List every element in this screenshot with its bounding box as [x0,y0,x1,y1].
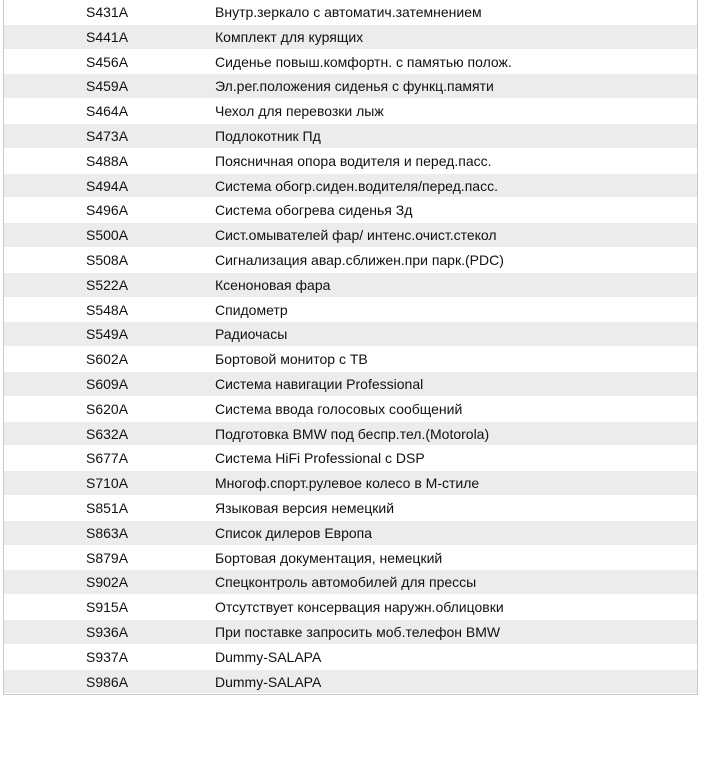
option-code: S522A [86,276,129,293]
table-row [4,471,697,496]
option-code: S549A [86,326,129,343]
option-description: Бортовая документация, немецкий [215,549,443,566]
table-row [4,397,697,422]
option-description: Сист.омывателей фар/ интенс.очист.стекол [215,227,497,244]
table-row [4,570,697,595]
table-row [4,273,697,298]
option-code: S488A [86,152,129,169]
option-description: Поясничная опора водителя и перед.пасс. [215,152,492,169]
table-row [4,496,697,521]
option-code: S464A [86,103,129,120]
table-row [4,99,697,124]
table-row [4,322,697,347]
table-row [4,645,697,670]
option-code: S459A [86,78,129,95]
option-description: Ксеноновая фара [215,276,331,293]
table-row [4,149,697,174]
option-code: S851A [86,499,129,516]
option-code: S915A [86,599,129,616]
option-code: S473A [86,127,129,144]
option-description: Отсутствует консервация наружн.облицовки [215,599,504,616]
option-code: S496A [86,202,129,219]
table-row [4,25,697,50]
table-row [4,223,697,248]
option-description: При поставке запросить моб.телефон BMW [215,623,501,640]
option-code: S602A [86,351,129,368]
option-description: Система обогрева сиденья Зд [215,202,413,219]
option-description: Dummy-SALAPA [215,648,322,665]
table-row [4,595,697,620]
option-description: Подготовка BMW под беспр.тел.(Motorola) [215,425,490,442]
option-description: Система навигации Professional [215,375,424,392]
option-description: Эл.рег.положения сиденья с функц.памяти [215,78,494,95]
option-description: Dummy-SALAPA [215,673,322,690]
option-code: S879A [86,549,129,566]
table-row [4,50,697,75]
option-code: S632A [86,425,129,442]
option-description: Многоф.спорт.рулевое колесо в М-стиле [215,475,480,492]
option-code: S937A [86,648,129,665]
table-row [4,0,697,25]
table-row [4,198,697,223]
option-description: Бортовой монитор с ТВ [215,351,368,368]
option-code: S500A [86,227,129,244]
option-description: Радиочасы [215,326,288,343]
option-code: S986A [86,673,129,690]
option-code: S456A [86,53,129,70]
option-description: Спидометр [215,301,288,318]
option-code: S936A [86,623,129,640]
option-description: Сигнализация авар.сближен.при парк.(PDC) [215,251,504,268]
option-description: Система ввода голосовых сообщений [215,400,463,417]
table-row [4,446,697,471]
option-description: Внутр.зеркало с автоматич.затемнением [215,4,482,20]
option-description: Система HiFi Professional с DSP [215,450,425,467]
option-code: S441A [86,28,129,45]
table-row [4,372,697,397]
table-row [4,422,697,447]
table-row [4,546,697,571]
option-description: Комплект для курящих [215,28,364,45]
option-code: S548A [86,301,129,318]
table-row [4,298,697,323]
option-code: S431A [86,4,129,20]
table-row [4,521,697,546]
option-description: Спецконтроль автомобилей для прессы [215,574,477,591]
table-row [4,248,697,273]
option-description: Сиденье повыш.комфортн. с памятью полож. [215,53,512,70]
option-description: Подлокотник Пд [215,127,321,144]
table-row [4,174,697,199]
options-table [3,0,698,695]
option-code: S609A [86,375,129,392]
option-description: Чехол для перевозки лыж [215,103,384,120]
table-row [4,124,697,149]
table-row [4,347,697,372]
option-code: S902A [86,574,129,591]
option-code: S620A [86,400,129,417]
option-code: S494A [86,177,129,194]
table-row [4,74,697,99]
option-description: Языковая версия немецкий [215,499,395,516]
option-code: S863A [86,524,129,541]
option-code: S508A [86,251,129,268]
option-description: Система обогр.сиден.водителя/перед.пасс. [215,177,498,194]
table-row [4,670,697,695]
table-row [4,620,697,645]
option-description: Список дилеров Европа [215,524,373,541]
option-code: S710A [86,475,129,492]
option-code: S677A [86,450,129,467]
